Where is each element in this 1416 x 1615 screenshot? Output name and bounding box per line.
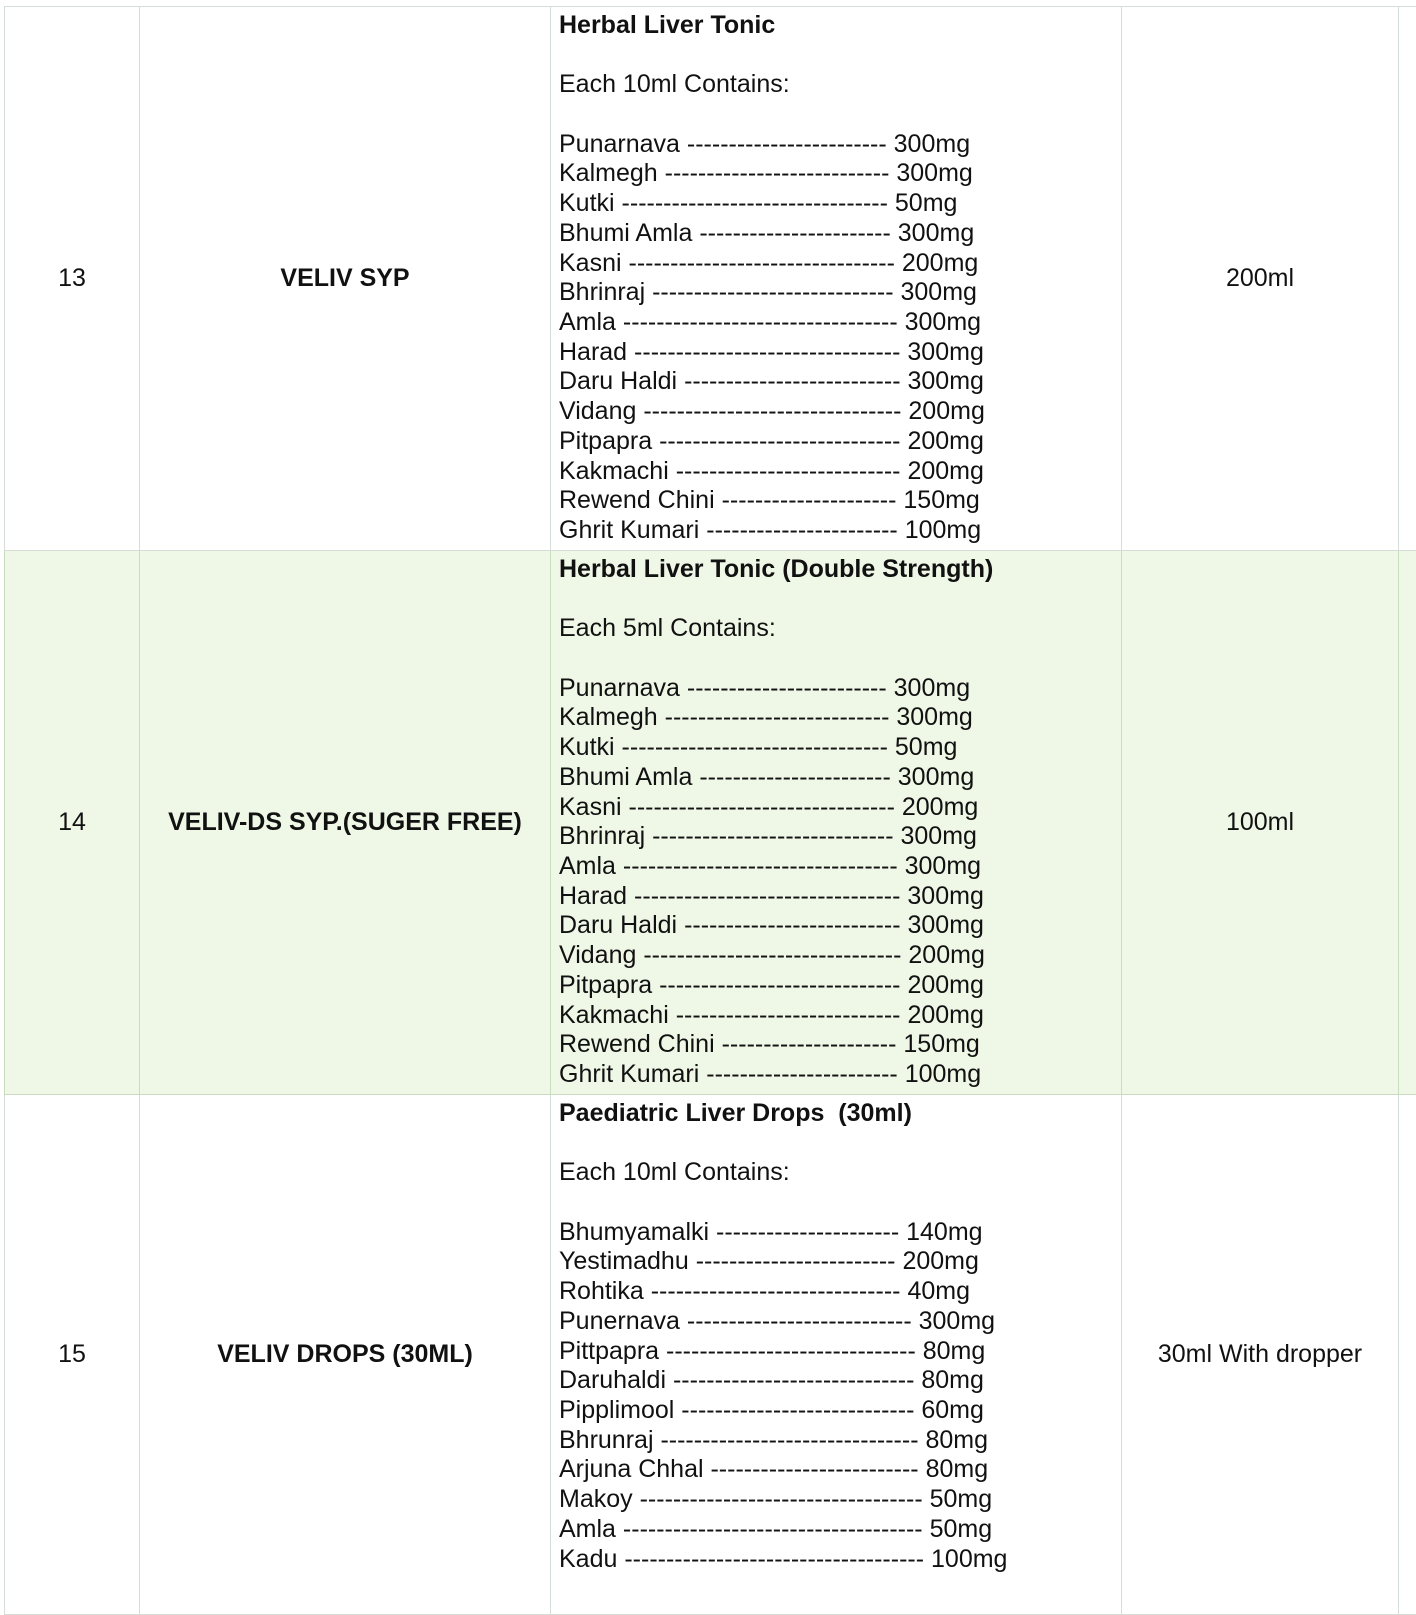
serial-number-cell: 13 xyxy=(5,7,140,551)
ingredient-name: Pitpapra xyxy=(559,427,652,455)
ingredient-quantity: 50mg xyxy=(895,189,958,217)
ingredient-name: Rewend Chini xyxy=(559,486,715,514)
ingredient-name: Kasni xyxy=(559,793,622,821)
table-row xyxy=(5,7,1416,551)
ingredient-quantity: 200mg xyxy=(907,427,983,455)
ingredient-dashes: ------------------------------------ xyxy=(623,1515,923,1543)
table-row xyxy=(5,551,1416,1095)
ingredient-name: Daruhaldi xyxy=(559,1366,666,1394)
dose-line: Each 10ml Contains: xyxy=(559,70,1121,100)
product-table-body xyxy=(5,7,1416,1615)
edge-cell xyxy=(1399,1095,1416,1615)
spacer xyxy=(559,41,1121,71)
product-name-cell: VELIV SYP xyxy=(140,7,551,551)
ingredient-line xyxy=(559,1455,1121,1485)
ingredient-quantity: 200mg xyxy=(902,249,978,277)
ingredient-dashes: --------------------------- xyxy=(687,1307,912,1335)
ingredient-line xyxy=(559,1030,1121,1060)
ingredient-line xyxy=(559,1366,1121,1396)
spacer xyxy=(559,644,1121,674)
ingredient-name: Kadu xyxy=(559,1545,617,1573)
ingredient-line xyxy=(559,1545,1121,1575)
ingredient-line xyxy=(559,793,1121,823)
composition-title: Herbal Liver Tonic (Double Strength) xyxy=(559,555,1121,585)
ingredient-line xyxy=(559,130,1121,160)
ingredient-dashes: -------------------------- xyxy=(684,911,900,939)
ingredient-dashes: ----------------------- xyxy=(706,1060,897,1088)
dose-line: Each 5ml Contains: xyxy=(559,614,1121,644)
ingredient-quantity: 60mg xyxy=(921,1396,984,1424)
ingredient-name: Yestimadhu xyxy=(559,1247,689,1275)
ingredient-dashes: ------------------------------ xyxy=(666,1337,916,1365)
product-table xyxy=(4,6,1416,1615)
ingredient-name: Kalmegh xyxy=(559,703,658,731)
ingredient-line xyxy=(559,1247,1121,1277)
ingredient-dashes: -------------------------------- xyxy=(622,189,888,217)
ingredient-dashes: --------------------- xyxy=(722,1030,897,1058)
ingredient-line xyxy=(559,1060,1121,1090)
ingredient-quantity: 200mg xyxy=(902,1247,978,1275)
ingredient-name: Kutki xyxy=(559,189,615,217)
ingredient-dashes: ----------------------------- xyxy=(673,1366,914,1394)
composition-cell xyxy=(551,1095,1122,1615)
composition-cell xyxy=(551,7,1122,551)
ingredient-dashes: ------------------------ xyxy=(696,1247,896,1275)
ingredient-quantity: 200mg xyxy=(902,793,978,821)
ingredient-line xyxy=(559,703,1121,733)
ingredient-quantity: 300mg xyxy=(907,882,983,910)
ingredient-dashes: ------------------------ xyxy=(687,130,887,158)
ingredient-line xyxy=(559,249,1121,279)
ingredient-quantity: 300mg xyxy=(907,911,983,939)
product-name-cell: VELIV-DS SYP.(SUGER FREE) xyxy=(140,551,551,1095)
ingredient-dashes: ----------------------- xyxy=(706,516,897,544)
ingredient-line xyxy=(559,852,1121,882)
ingredient-name: Bhrinraj xyxy=(559,278,645,306)
ingredient-quantity: 300mg xyxy=(896,703,972,731)
ingredient-dashes: -------------------------- xyxy=(684,367,900,395)
ingredient-quantity: 100mg xyxy=(905,1060,981,1088)
ingredient-dashes: --------------------------- xyxy=(676,457,901,485)
ingredient-dashes: --------------------- xyxy=(722,486,897,514)
ingredient-dashes: -------------------------------- xyxy=(634,882,900,910)
ingredient-name: Bhumi Amla xyxy=(559,763,692,791)
composition-cell xyxy=(551,551,1122,1095)
ingredient-line xyxy=(559,763,1121,793)
ingredient-quantity: 80mg xyxy=(926,1426,989,1454)
ingredient-name: Bhrunraj xyxy=(559,1426,654,1454)
ingredient-line xyxy=(559,1337,1121,1367)
ingredient-name: Pittpapra xyxy=(559,1337,659,1365)
ingredient-quantity: 300mg xyxy=(905,308,981,336)
composition-text xyxy=(551,1095,1121,1574)
ingredient-dashes: ------------------------------------ xyxy=(624,1545,924,1573)
ingredient-line xyxy=(559,1515,1121,1545)
ingredient-dashes: ------------------------- xyxy=(710,1455,918,1483)
ingredient-quantity: 200mg xyxy=(907,1001,983,1029)
ingredient-name: Punarnava xyxy=(559,130,680,158)
ingredient-quantity: 150mg xyxy=(903,1030,979,1058)
ingredient-quantity: 40mg xyxy=(907,1277,970,1305)
ingredient-line xyxy=(559,1001,1121,1031)
ingredient-line xyxy=(559,1426,1121,1456)
ingredient-dashes: ---------------------------------- xyxy=(640,1485,923,1513)
ingredient-name: Ghrit Kumari xyxy=(559,1060,699,1088)
ingredient-line xyxy=(559,427,1121,457)
ingredient-name: Harad xyxy=(559,882,627,910)
ingredient-name: Bhrinraj xyxy=(559,822,645,850)
ingredient-quantity: 300mg xyxy=(919,1307,995,1335)
ingredient-name: Rohtika xyxy=(559,1277,644,1305)
ingredient-line xyxy=(559,338,1121,368)
dose-line: Each 10ml Contains: xyxy=(559,1158,1121,1188)
ingredient-line xyxy=(559,882,1121,912)
ingredient-line xyxy=(559,367,1121,397)
ingredient-quantity: 200mg xyxy=(908,397,984,425)
ingredient-line xyxy=(559,457,1121,487)
spacer xyxy=(559,585,1121,615)
ingredient-quantity: 50mg xyxy=(930,1485,993,1513)
ingredient-dashes: ---------------------- xyxy=(716,1218,899,1246)
ingredient-line xyxy=(559,189,1121,219)
ingredient-line xyxy=(559,941,1121,971)
ingredient-quantity: 300mg xyxy=(907,367,983,395)
ingredient-name: Bhumyamalki xyxy=(559,1218,709,1246)
ingredient-quantity: 200mg xyxy=(907,457,983,485)
ingredient-quantity: 300mg xyxy=(901,278,977,306)
table-row xyxy=(5,1095,1416,1615)
ingredient-name: Daru Haldi xyxy=(559,911,677,939)
ingredient-quantity: 300mg xyxy=(901,822,977,850)
ingredient-quantity: 50mg xyxy=(895,733,958,761)
ingredient-quantity: 80mg xyxy=(921,1366,984,1394)
ingredient-quantity: 100mg xyxy=(905,516,981,544)
ingredient-quantity: 300mg xyxy=(898,219,974,247)
ingredient-name: Kakmachi xyxy=(559,1001,669,1029)
ingredient-quantity: 300mg xyxy=(898,763,974,791)
ingredient-quantity: 140mg xyxy=(906,1218,982,1246)
ingredient-quantity: 300mg xyxy=(907,338,983,366)
ingredient-name: Bhumi Amla xyxy=(559,219,692,247)
ingredient-dashes: ----------------------------- xyxy=(659,427,900,455)
spacer xyxy=(559,1188,1121,1218)
ingredient-dashes: ----------------------------- xyxy=(659,971,900,999)
composition-text xyxy=(551,551,1121,1090)
ingredient-dashes: --------------------------------- xyxy=(623,852,898,880)
ingredient-line xyxy=(559,822,1121,852)
ingredient-name: Kutki xyxy=(559,733,615,761)
ingredient-line xyxy=(559,1277,1121,1307)
ingredient-dashes: ----------------------- xyxy=(699,763,890,791)
ingredient-dashes: -------------------------------- xyxy=(634,338,900,366)
ingredient-quantity: 80mg xyxy=(923,1337,986,1365)
ingredient-name: Pipplimool xyxy=(559,1396,674,1424)
ingredient-line xyxy=(559,1485,1121,1515)
ingredient-name: Ghrit Kumari xyxy=(559,516,699,544)
ingredient-name: Kakmachi xyxy=(559,457,669,485)
ingredient-quantity: 300mg xyxy=(894,674,970,702)
ingredient-dashes: ------------------------------- xyxy=(643,397,901,425)
ingredient-quantity: 100mg xyxy=(931,1545,1007,1573)
spacer xyxy=(559,1129,1121,1159)
ingredient-dashes: ----------------------------- xyxy=(652,278,893,306)
ingredient-line xyxy=(559,159,1121,189)
ingredient-quantity: 80mg xyxy=(926,1455,989,1483)
ingredient-dashes: --------------------------- xyxy=(665,159,890,187)
ingredient-line xyxy=(559,397,1121,427)
serial-number-cell: 15 xyxy=(5,1095,140,1615)
ingredient-dashes: --------------------------- xyxy=(676,1001,901,1029)
ingredient-dashes: ------------------------ xyxy=(687,674,887,702)
ingredient-name: Amla xyxy=(559,308,616,336)
ingredient-line xyxy=(559,1307,1121,1337)
ingredient-quantity: 200mg xyxy=(907,971,983,999)
composition-text xyxy=(551,7,1121,546)
ingredient-name: Punernava xyxy=(559,1307,680,1335)
ingredient-name: Kasni xyxy=(559,249,622,277)
product-name-cell: VELIV DROPS (30ML) xyxy=(140,1095,551,1615)
ingredient-line xyxy=(559,911,1121,941)
ingredient-name: Makoy xyxy=(559,1485,633,1513)
ingredient-dashes: ---------------------------- xyxy=(681,1396,914,1424)
edge-cell xyxy=(1399,7,1416,551)
ingredient-line xyxy=(559,486,1121,516)
spacer xyxy=(559,100,1121,130)
ingredient-name: Kalmegh xyxy=(559,159,658,187)
composition-title: Paediatric Liver Drops (30ml) xyxy=(559,1099,1121,1129)
ingredient-quantity: 300mg xyxy=(894,130,970,158)
ingredient-line xyxy=(559,1396,1121,1426)
ingredient-quantity: 150mg xyxy=(903,486,979,514)
ingredient-line xyxy=(559,308,1121,338)
ingredient-name: Rewend Chini xyxy=(559,1030,715,1058)
edge-cell xyxy=(1399,551,1416,1095)
ingredient-quantity: 50mg xyxy=(930,1515,993,1543)
pack-size-cell: 100ml xyxy=(1122,551,1399,1095)
ingredient-name: Daru Haldi xyxy=(559,367,677,395)
ingredient-name: Pitpapra xyxy=(559,971,652,999)
ingredient-line xyxy=(559,971,1121,1001)
ingredient-dashes: ------------------------------- xyxy=(643,941,901,969)
ingredient-dashes: --------------------------------- xyxy=(623,308,898,336)
ingredient-line xyxy=(559,278,1121,308)
ingredient-dashes: -------------------------------- xyxy=(629,249,895,277)
ingredient-name: Amla xyxy=(559,1515,616,1543)
ingredient-line xyxy=(559,674,1121,704)
ingredient-name: Punarnava xyxy=(559,674,680,702)
ingredient-line xyxy=(559,516,1121,546)
ingredient-dashes: -------------------------------- xyxy=(629,793,895,821)
composition-title: Herbal Liver Tonic xyxy=(559,11,1121,41)
ingredient-dashes: ------------------------------- xyxy=(660,1426,918,1454)
ingredient-name: Amla xyxy=(559,852,616,880)
serial-number-cell: 14 xyxy=(5,551,140,1095)
ingredient-dashes: ------------------------------ xyxy=(651,1277,901,1305)
ingredient-dashes: --------------------------- xyxy=(665,703,890,731)
ingredient-quantity: 300mg xyxy=(896,159,972,187)
ingredient-line xyxy=(559,1218,1121,1248)
ingredient-name: Arjuna Chhal xyxy=(559,1455,704,1483)
ingredient-name: Vidang xyxy=(559,397,636,425)
ingredient-dashes: -------------------------------- xyxy=(622,733,888,761)
ingredient-quantity: 200mg xyxy=(908,941,984,969)
ingredient-line xyxy=(559,219,1121,249)
pack-size-cell: 30ml With dropper xyxy=(1122,1095,1399,1615)
pack-size-cell: 200ml xyxy=(1122,7,1399,551)
ingredient-quantity: 300mg xyxy=(905,852,981,880)
ingredient-name: Harad xyxy=(559,338,627,366)
ingredient-dashes: ----------------------------- xyxy=(652,822,893,850)
ingredient-name: Vidang xyxy=(559,941,636,969)
ingredient-dashes: ----------------------- xyxy=(699,219,890,247)
ingredient-line xyxy=(559,733,1121,763)
